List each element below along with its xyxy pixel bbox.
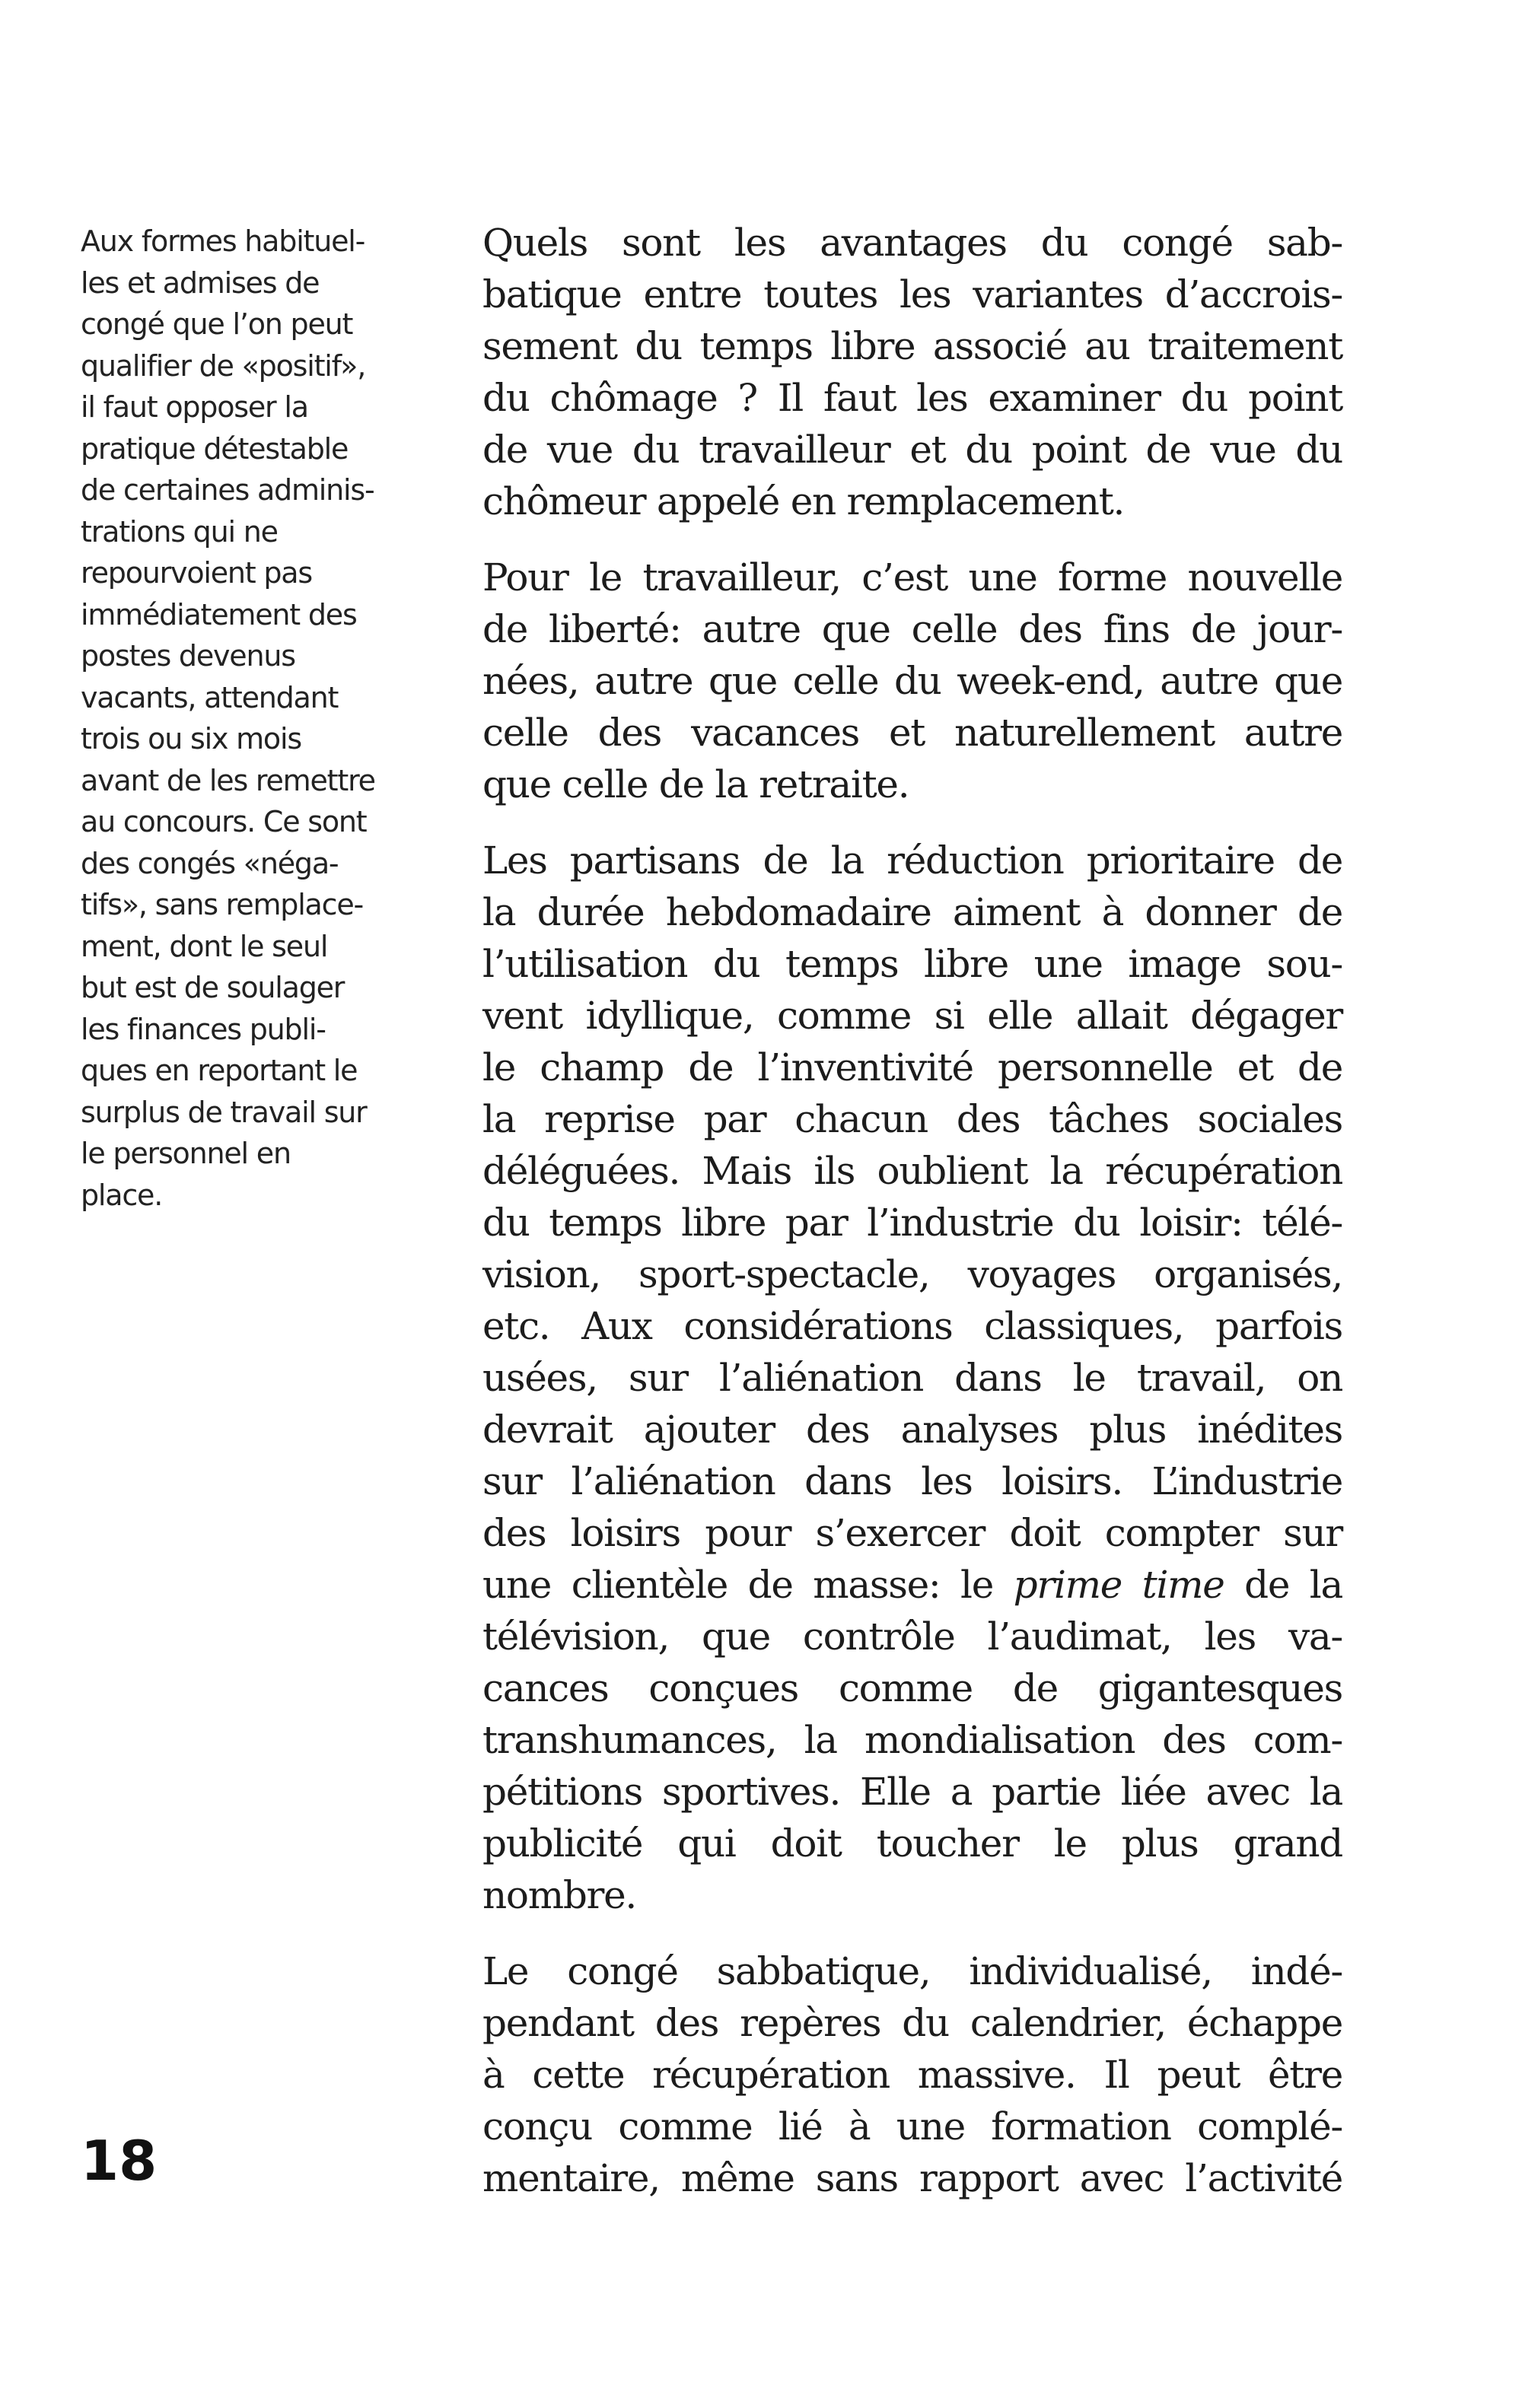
margin-note-line: ment, dont le seul bbox=[81, 929, 328, 963]
text-line: du temps libre par l’industrie du loisir: télé- bbox=[482, 1201, 1342, 1245]
text-line: celle des vacances et naturellement autre bbox=[482, 711, 1342, 755]
margin-note-line: congé que l’on peut bbox=[81, 307, 353, 341]
margin-note-line: au concours. Ce sont bbox=[81, 805, 367, 838]
text-line: publicité qui doit toucher le plus grand bbox=[482, 1821, 1342, 1866]
margin-note-line: qualifier de «positif», bbox=[81, 348, 366, 383]
text-line: devrait ajouter des analyses plus inédites bbox=[482, 1408, 1342, 1452]
margin-note-line: trations qui ne bbox=[81, 514, 278, 549]
text-line: sement du temps libre associé au traitement bbox=[482, 324, 1342, 368]
margin-note-line: les finances publi- bbox=[81, 1012, 326, 1046]
text-line: déléguées. Mais ils oublient la récupération bbox=[482, 1149, 1342, 1193]
margin-note-line: vacants, attendant bbox=[81, 680, 339, 714]
margin-note-line: il faut opposer la bbox=[81, 390, 308, 424]
text-line: cances conçues comme de gigantesques bbox=[482, 1666, 1342, 1710]
text-line: Quels sont les avantages du congé sab- bbox=[482, 221, 1342, 265]
margin-note-line: but est de soulager bbox=[81, 971, 345, 1004]
text-line: pendant des repères du calendrier, échappe bbox=[482, 2001, 1342, 2045]
text-line: télévision, que contrôle l’audimat, les va- bbox=[482, 1614, 1342, 1659]
text-line: de liberté: autre que celle des fins de jour- bbox=[482, 607, 1342, 651]
text-line: vent idyllique, comme si elle allait dégager bbox=[482, 994, 1342, 1038]
text-line: que celle de la retraite. bbox=[482, 762, 909, 806]
margin-note-line: immédiatement des bbox=[81, 597, 357, 631]
text-line: batique entre toutes les variantes d’accrois- bbox=[482, 272, 1342, 317]
margin-note-line: trois ou six mois bbox=[81, 722, 301, 755]
margin-note-line: repourvoient pas bbox=[81, 556, 312, 590]
text-line: nombre. bbox=[482, 1873, 637, 1917]
text-line: etc. Aux considérations classiques, parfois bbox=[482, 1304, 1342, 1348]
margin-note-line: pratique détestable bbox=[81, 431, 349, 466]
text-line: pétitions sportives. Elle a partie liée avec la bbox=[482, 1770, 1342, 1814]
paragraph-4 bbox=[482, 1945, 1342, 2204]
margin-note-line: les et admises de bbox=[81, 266, 320, 300]
text-line: des loisirs pour s’exercer doit compter sur bbox=[482, 1511, 1342, 1555]
margin-note-line: surplus de travail sur bbox=[81, 1095, 367, 1129]
text-line: vision, sport-spectacle, voyages organisés, bbox=[482, 1252, 1342, 1296]
text-line: de vue du travailleur et du point de vue du bbox=[482, 428, 1342, 472]
paragraph-3 bbox=[482, 835, 1342, 1921]
margin-note-line: le personnel en bbox=[81, 1137, 291, 1170]
text-line: le champ de l’inventivité personnelle et de bbox=[482, 1045, 1342, 1089]
paragraph-1 bbox=[482, 217, 1342, 527]
text-line: conçu comme lié à une formation complé- bbox=[482, 2104, 1342, 2149]
text-line: chômeur appelé en remplacement. bbox=[482, 479, 1125, 523]
text-line: nées, autre que celle du week-end, autre que bbox=[482, 659, 1342, 703]
text-line: à cette récupération massive. Il peut être bbox=[482, 2053, 1342, 2097]
text-line-with-italic bbox=[482, 1559, 1342, 1611]
text-line: Les partisans de la réduction prioritaire de bbox=[482, 838, 1342, 883]
text-fragment: une clientèle de masse: le bbox=[482, 1563, 1014, 1607]
margin-note-line: postes devenus bbox=[81, 639, 295, 673]
margin-note-line: de certaines adminis- bbox=[81, 473, 374, 507]
text-line: mentaire, même sans rapport avec l’activité bbox=[482, 2156, 1342, 2200]
text-line: Pour le travailleur, c’est une forme nouvelle bbox=[482, 555, 1342, 600]
text-line: la durée hebdomadaire aiment à donner de bbox=[482, 890, 1342, 934]
paragraph-2 bbox=[482, 552, 1342, 810]
italic-term: prime time bbox=[1013, 1563, 1224, 1607]
margin-note-line: tifs», sans remplace- bbox=[81, 888, 364, 921]
text-line: du chômage ? Il faut les examiner du point bbox=[482, 376, 1342, 420]
text-line: usées, sur l’aliénation dans le travail, on bbox=[482, 1356, 1342, 1400]
text-line: transhumances, la mondialisation des com- bbox=[482, 1718, 1342, 1762]
margin-note-line: place. bbox=[81, 1178, 163, 1212]
text-line: Le congé sabbatique, individualisé, indé- bbox=[482, 1949, 1342, 1993]
margin-note-line: ques en reportant le bbox=[81, 1054, 358, 1087]
page-number: 18 bbox=[81, 2129, 158, 2193]
main-text-column bbox=[482, 217, 1342, 2228]
text-line: sur l’aliénation dans les loisirs. L’industrie bbox=[482, 1459, 1342, 1503]
margin-note-line: des congés «néga- bbox=[81, 846, 339, 880]
text-line: la reprise par chacun des tâches sociales bbox=[482, 1097, 1342, 1141]
text-line: l’utilisation du temps libre une image sou- bbox=[482, 942, 1342, 986]
text-fragment: de la bbox=[1224, 1563, 1342, 1607]
margin-note-line: Aux formes habituel- bbox=[81, 224, 365, 258]
margin-note-line: avant de les remettre bbox=[81, 763, 375, 797]
margin-note bbox=[81, 221, 408, 1216]
